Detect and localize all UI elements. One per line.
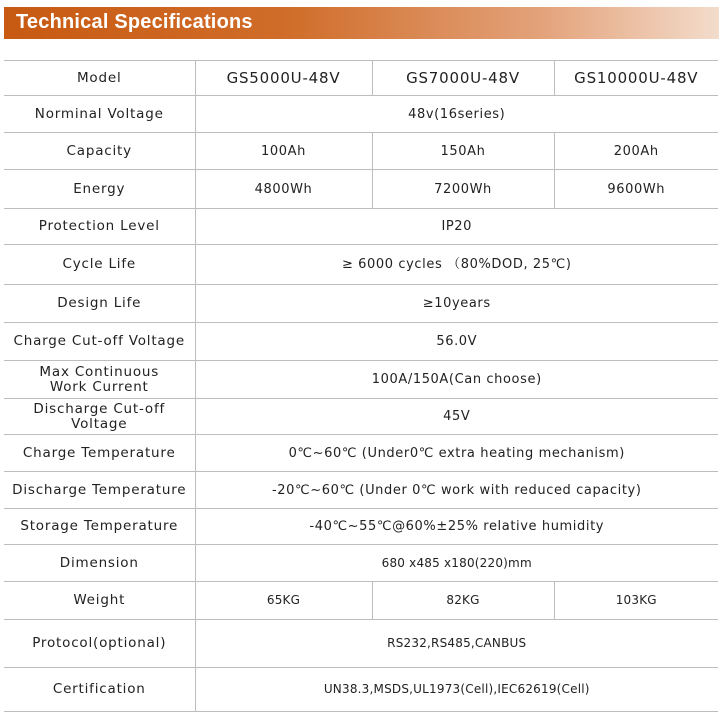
row-storage-temperature (4, 509, 718, 545)
energy-2: 7200Wh (372, 170, 554, 209)
charge-temperature-label: Charge Temperature (4, 435, 195, 472)
discharge-cutoff-voltage-label-line1: Discharge Cut-off (33, 400, 166, 417)
discharge-cutoff-voltage-label-line2: Voltage (71, 415, 128, 432)
capacity-1: 100Ah (195, 133, 372, 170)
max-continuous-current-label-line2: Work Current (49, 378, 149, 395)
weight-3: 103KG (554, 582, 718, 620)
cycle-life-value: ≥ 6000 cycles （80%DOD, 25℃) (195, 245, 718, 285)
row-protocol (4, 620, 718, 668)
nominal-voltage-label: Norminal Voltage (4, 96, 195, 133)
max-continuous-current-value: 100A/150A(Can choose) (195, 361, 718, 399)
capacity-3: 200Ah (554, 133, 718, 170)
cycle-life-label: Cycle Life (4, 245, 195, 285)
row-model (4, 61, 718, 96)
protection-level-value: IP20 (195, 209, 718, 245)
discharge-temperature-label: Discharge Temperature (4, 472, 195, 509)
capacity-2: 150Ah (372, 133, 554, 170)
row-nominal-voltage (4, 96, 718, 133)
header-banner (4, 7, 719, 39)
protocol-value: RS232,RS485,CANBUS (195, 620, 718, 668)
discharge-cutoff-voltage-value: 45V (195, 399, 718, 435)
charge-cutoff-voltage-label: Charge Cut-off Voltage (4, 323, 195, 361)
certification-value: UN38.3,MSDS,UL1973(Cell),IEC62619(Cell) (195, 668, 718, 712)
page-title: Technical Specifications (16, 11, 253, 33)
specifications-table (4, 60, 718, 712)
max-continuous-current-label (4, 361, 195, 399)
row-protection-level (4, 209, 718, 245)
row-charge-cutoff-voltage (4, 323, 718, 361)
storage-temperature-label: Storage Temperature (4, 509, 195, 545)
energy-1: 4800Wh (195, 170, 372, 209)
max-continuous-current-label-line1: Max Continuous (39, 363, 160, 380)
capacity-label: Capacity (4, 133, 195, 170)
charge-cutoff-voltage-value: 56.0V (195, 323, 718, 361)
dimension-label: Dimension (4, 545, 195, 582)
weight-label: Weight (4, 582, 195, 620)
row-capacity (4, 133, 718, 170)
design-life-value: ≥10years (195, 285, 718, 323)
row-discharge-cutoff-voltage (4, 399, 718, 435)
design-life-label: Design Life (4, 285, 195, 323)
row-certification (4, 668, 718, 712)
energy-3: 9600Wh (554, 170, 718, 209)
discharge-temperature-value: -20℃~60℃ (Under 0℃ work with reduced capacity) (195, 472, 718, 509)
row-dimension (4, 545, 718, 582)
model-label: Model (4, 61, 195, 96)
protocol-label: Protocol(optional) (4, 620, 195, 668)
energy-label: Energy (4, 170, 195, 209)
weight-2: 82KG (372, 582, 554, 620)
row-discharge-temperature (4, 472, 718, 509)
dimension-value: 680 x485 x180(220)mm (195, 545, 718, 582)
certification-label: Certification (4, 668, 195, 712)
row-charge-temperature (4, 435, 718, 472)
protection-level-label: Protection Level (4, 209, 195, 245)
row-weight (4, 582, 718, 620)
row-energy (4, 170, 718, 209)
weight-1: 65KG (195, 582, 372, 620)
model-2: GS7000U-48V (372, 61, 554, 96)
charge-temperature-value: 0℃~60℃ (Under0℃ extra heating mechanism) (195, 435, 718, 472)
model-1: GS5000U-48V (195, 61, 372, 96)
storage-temperature-value: -40℃~55℃@60%±25% relative humidity (195, 509, 718, 545)
nominal-voltage-value: 48v(16series) (195, 96, 718, 133)
discharge-cutoff-voltage-label (4, 399, 195, 435)
row-max-continuous-current (4, 361, 718, 399)
row-design-life (4, 285, 718, 323)
model-3: GS10000U-48V (554, 61, 718, 96)
row-cycle-life (4, 245, 718, 285)
